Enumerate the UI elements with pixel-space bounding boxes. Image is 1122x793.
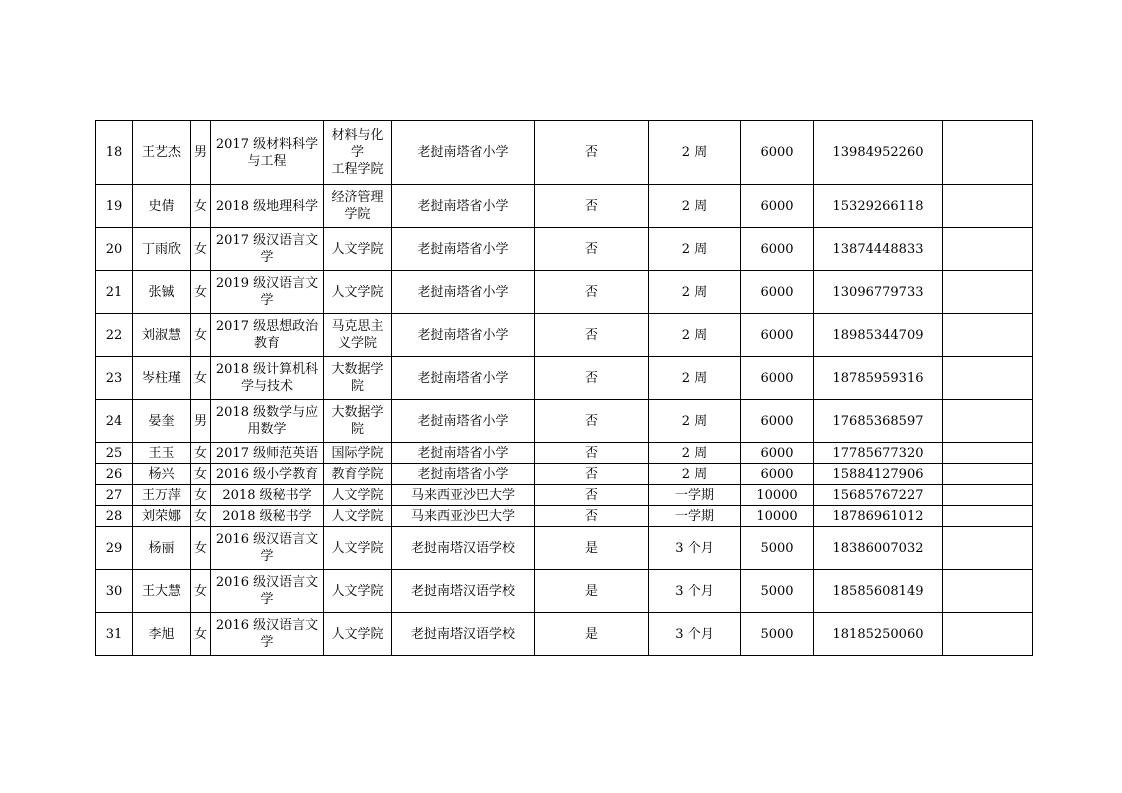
note-cell [943, 271, 1033, 314]
row-number-cell: 25 [96, 443, 133, 464]
flag-cell: 否 [535, 121, 649, 185]
major-cell: 2017 级思想政治 教育 [211, 314, 324, 357]
duration-cell: 2 周 [649, 185, 741, 228]
table-row [96, 357, 1033, 400]
amount-cell: 6000 [741, 357, 814, 400]
major-cell: 2019 级汉语言文 学 [211, 271, 324, 314]
duration-cell: 2 周 [649, 314, 741, 357]
major-cell: 2018 级计算机科 学与技术 [211, 357, 324, 400]
gender-cell: 男 [191, 121, 211, 185]
school-cell: 老挝南塔汉语学校 [392, 527, 535, 570]
gender-cell: 男 [191, 400, 211, 443]
duration-cell: 3 个月 [649, 613, 741, 656]
flag-cell: 是 [535, 527, 649, 570]
note-cell [943, 485, 1033, 506]
flag-cell: 否 [535, 271, 649, 314]
gender-cell: 女 [191, 570, 211, 613]
name-cell: 王万萍 [133, 485, 191, 506]
phone-cell: 15884127906 [814, 464, 943, 485]
amount-cell: 10000 [741, 506, 814, 527]
college-cell: 人文学院 [324, 271, 392, 314]
gender-cell: 女 [191, 527, 211, 570]
table-row [96, 228, 1033, 271]
amount-cell: 5000 [741, 570, 814, 613]
gender-cell: 女 [191, 506, 211, 527]
name-cell: 李旭 [133, 613, 191, 656]
amount-cell: 6000 [741, 185, 814, 228]
name-cell: 杨丽 [133, 527, 191, 570]
note-cell [943, 570, 1033, 613]
table-row [96, 185, 1033, 228]
table-body [96, 121, 1033, 656]
duration-cell: 2 周 [649, 443, 741, 464]
college-cell: 大数据学 院 [324, 357, 392, 400]
college-cell: 材料与化 学 工程学院 [324, 121, 392, 185]
table-row [96, 464, 1033, 485]
table-row [96, 271, 1033, 314]
college-cell: 国际学院 [324, 443, 392, 464]
school-cell: 老挝南塔省小学 [392, 464, 535, 485]
note-cell [943, 400, 1033, 443]
flag-cell: 是 [535, 613, 649, 656]
row-number-cell: 21 [96, 271, 133, 314]
duration-cell: 2 周 [649, 121, 741, 185]
college-cell: 教育学院 [324, 464, 392, 485]
name-cell: 晏奎 [133, 400, 191, 443]
note-cell [943, 613, 1033, 656]
school-cell: 马来西亚沙巴大学 [392, 506, 535, 527]
phone-cell: 18985344709 [814, 314, 943, 357]
duration-cell: 2 周 [649, 464, 741, 485]
major-cell: 2016 级汉语言文 学 [211, 570, 324, 613]
note-cell [943, 506, 1033, 527]
duration-cell: 一学期 [649, 485, 741, 506]
flag-cell: 否 [535, 400, 649, 443]
flag-cell: 否 [535, 314, 649, 357]
row-number-cell: 18 [96, 121, 133, 185]
school-cell: 老挝南塔汉语学校 [392, 570, 535, 613]
school-cell: 老挝南塔省小学 [392, 228, 535, 271]
college-cell: 人文学院 [324, 570, 392, 613]
flag-cell: 否 [535, 506, 649, 527]
flag-cell: 否 [535, 357, 649, 400]
amount-cell: 5000 [741, 527, 814, 570]
flag-cell: 否 [535, 443, 649, 464]
gender-cell: 女 [191, 357, 211, 400]
major-cell: 2016 级汉语言文 学 [211, 613, 324, 656]
row-number-cell: 28 [96, 506, 133, 527]
phone-cell: 18785959316 [814, 357, 943, 400]
amount-cell: 6000 [741, 443, 814, 464]
phone-cell: 15329266118 [814, 185, 943, 228]
table-row [96, 485, 1033, 506]
flag-cell: 否 [535, 228, 649, 271]
gender-cell: 女 [191, 314, 211, 357]
note-cell [943, 185, 1033, 228]
amount-cell: 5000 [741, 613, 814, 656]
table-row [96, 506, 1033, 527]
name-cell: 杨兴 [133, 464, 191, 485]
phone-cell: 17685368597 [814, 400, 943, 443]
duration-cell: 一学期 [649, 506, 741, 527]
flag-cell: 否 [535, 485, 649, 506]
gender-cell: 女 [191, 185, 211, 228]
row-number-cell: 22 [96, 314, 133, 357]
table-row [96, 400, 1033, 443]
school-cell: 老挝南塔汉语学校 [392, 613, 535, 656]
major-cell: 2016 级汉语言文 学 [211, 527, 324, 570]
duration-cell: 3 个月 [649, 527, 741, 570]
gender-cell: 女 [191, 485, 211, 506]
row-number-cell: 31 [96, 613, 133, 656]
school-cell: 老挝南塔省小学 [392, 185, 535, 228]
flag-cell: 否 [535, 464, 649, 485]
school-cell: 马来西亚沙巴大学 [392, 485, 535, 506]
phone-cell: 18386007032 [814, 527, 943, 570]
phone-cell: 13984952260 [814, 121, 943, 185]
row-number-cell: 20 [96, 228, 133, 271]
note-cell [943, 527, 1033, 570]
school-cell: 老挝南塔省小学 [392, 443, 535, 464]
college-cell: 人文学院 [324, 228, 392, 271]
major-cell: 2018 级地理科学 [211, 185, 324, 228]
duration-cell: 2 周 [649, 271, 741, 314]
college-cell: 人文学院 [324, 613, 392, 656]
note-cell [943, 443, 1033, 464]
major-cell: 2017 级师范英语 [211, 443, 324, 464]
college-cell: 马克思主 义学院 [324, 314, 392, 357]
major-cell: 2016 级小学教育 [211, 464, 324, 485]
phone-cell: 15685767227 [814, 485, 943, 506]
row-number-cell: 29 [96, 527, 133, 570]
name-cell: 刘淑慧 [133, 314, 191, 357]
amount-cell: 6000 [741, 228, 814, 271]
gender-cell: 女 [191, 271, 211, 314]
college-cell: 人文学院 [324, 506, 392, 527]
college-cell: 人文学院 [324, 485, 392, 506]
duration-cell: 2 周 [649, 228, 741, 271]
phone-cell: 17785677320 [814, 443, 943, 464]
school-cell: 老挝南塔省小学 [392, 357, 535, 400]
note-cell [943, 357, 1033, 400]
table-row [96, 314, 1033, 357]
duration-cell: 2 周 [649, 357, 741, 400]
amount-cell: 6000 [741, 464, 814, 485]
phone-cell: 18786961012 [814, 506, 943, 527]
amount-cell: 6000 [741, 271, 814, 314]
amount-cell: 10000 [741, 485, 814, 506]
row-number-cell: 27 [96, 485, 133, 506]
student-table [95, 120, 1033, 656]
major-cell: 2017 级汉语言文 学 [211, 228, 324, 271]
school-cell: 老挝南塔省小学 [392, 314, 535, 357]
name-cell: 史倩 [133, 185, 191, 228]
amount-cell: 6000 [741, 400, 814, 443]
major-cell: 2018 级秘书学 [211, 506, 324, 527]
gender-cell: 女 [191, 228, 211, 271]
flag-cell: 否 [535, 185, 649, 228]
row-number-cell: 30 [96, 570, 133, 613]
college-cell: 大数据学 院 [324, 400, 392, 443]
phone-cell: 13096779733 [814, 271, 943, 314]
major-cell: 2018 级数学与应 用数学 [211, 400, 324, 443]
amount-cell: 6000 [741, 121, 814, 185]
duration-cell: 2 周 [649, 400, 741, 443]
phone-cell: 18185250060 [814, 613, 943, 656]
row-number-cell: 23 [96, 357, 133, 400]
row-number-cell: 26 [96, 464, 133, 485]
name-cell: 王玉 [133, 443, 191, 464]
name-cell: 岑柱瑾 [133, 357, 191, 400]
name-cell: 丁雨欣 [133, 228, 191, 271]
note-cell [943, 464, 1033, 485]
table-row [96, 613, 1033, 656]
gender-cell: 女 [191, 613, 211, 656]
college-cell: 经济管理 学院 [324, 185, 392, 228]
phone-cell: 18585608149 [814, 570, 943, 613]
school-cell: 老挝南塔省小学 [392, 271, 535, 314]
gender-cell: 女 [191, 464, 211, 485]
table-row [96, 443, 1033, 464]
major-cell: 2018 级秘书学 [211, 485, 324, 506]
row-number-cell: 19 [96, 185, 133, 228]
table-row [96, 527, 1033, 570]
major-cell: 2017 级材料科学 与工程 [211, 121, 324, 185]
table-row [96, 570, 1033, 613]
school-cell: 老挝南塔省小学 [392, 121, 535, 185]
duration-cell: 3 个月 [649, 570, 741, 613]
name-cell: 刘荣娜 [133, 506, 191, 527]
row-number-cell: 24 [96, 400, 133, 443]
note-cell [943, 314, 1033, 357]
table-row [96, 121, 1033, 185]
name-cell: 王艺杰 [133, 121, 191, 185]
amount-cell: 6000 [741, 314, 814, 357]
flag-cell: 是 [535, 570, 649, 613]
note-cell [943, 121, 1033, 185]
phone-cell: 13874448833 [814, 228, 943, 271]
name-cell: 张铖 [133, 271, 191, 314]
gender-cell: 女 [191, 443, 211, 464]
note-cell [943, 228, 1033, 271]
college-cell: 人文学院 [324, 527, 392, 570]
school-cell: 老挝南塔省小学 [392, 400, 535, 443]
name-cell: 王大慧 [133, 570, 191, 613]
